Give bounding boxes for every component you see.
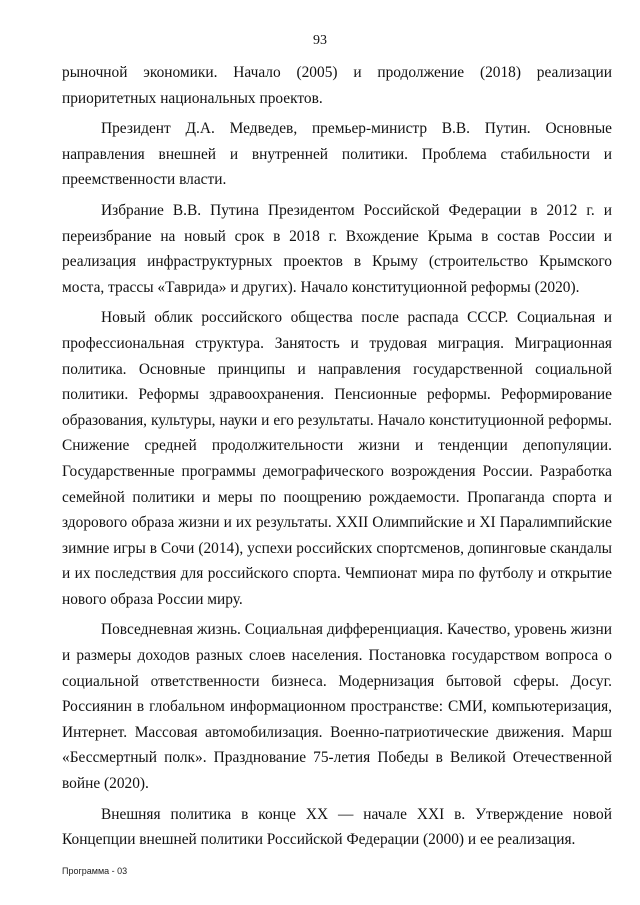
paragraph-foreign-policy: Внешняя политика в конце XX — начале XXI в. Утверждение новой Концепции внешней политики Российской Федерации (2000) и ее реализация. xyxy=(62,805,612,849)
footer-label: Программа - 03 xyxy=(62,866,128,876)
paragraph-continuation: рыночной экономики. Начало (2005) и продолжение (2018) реализации приоритетных национальных проектов. xyxy=(62,64,612,107)
paragraph-everyday-life: Повседневная жизнь. Социальная дифференциация. Качество, уровень жизни и размеры доходов разных слоев населения. Постановка государством вопроса о социальной ответственности бизнеса. Модернизация бытовой сферы. Досуг. Россиянин в глобальном информационном пространстве: СМИ, компьютеризация, Интернет. Массовая автомобилизация. Военно-патриотические движения. Марш «Бессмертный полк». Празднование 75-летия Победы в Великой Отечественной войне (2020). xyxy=(62,621,612,793)
body-text xyxy=(62,60,612,858)
paragraph-putin-election-crimea: Избрание В.В. Путина Президентом Российской Федерации в 2012 г. и переизбрание на новый срок в 2018 г. Вхождение Крыма в состав России и реализация инфраструктурных проектов в Крыму (строительство Крымского моста, трассы «Таврида» и других). Начало конституционной реформы (2020). xyxy=(62,201,612,296)
paragraph-society: Новый облик российского общества после распада СССР. Социальная и профессиональная структура. Занятость и трудовая миграция. Миграционная политика. Основные принципы и направления государственной социальной политики. Реформы здравоохранения. Пенсионные реформы. Реформирование образования, культуры, науки и его результаты. Начало конституционной реформы. Снижение средней продолжительности жизни и тенденции депопуляции. Государственные программы демографического возрождения России. Разработка семейной политики и меры по поощрению рождаемости. Пропаганда спорта и здорового образа жизни и их результаты. XXII Олимпийские и XI Паралимпийские зимние игры в Сочи (2014), успехи российских спортсменов, допинговые скандалы и их последствия для российского спорта. Чемпионат мира по футболу и открытие нового образа России миру. xyxy=(62,309,612,608)
paragraph-medvedev-putin: Президент Д.А. Медведев, премьер-министр В.В. Путин. Основные направления внешней и внутренней политики. Проблема стабильности и преемственности власти. xyxy=(62,120,612,189)
page-number: 93 xyxy=(313,33,327,48)
